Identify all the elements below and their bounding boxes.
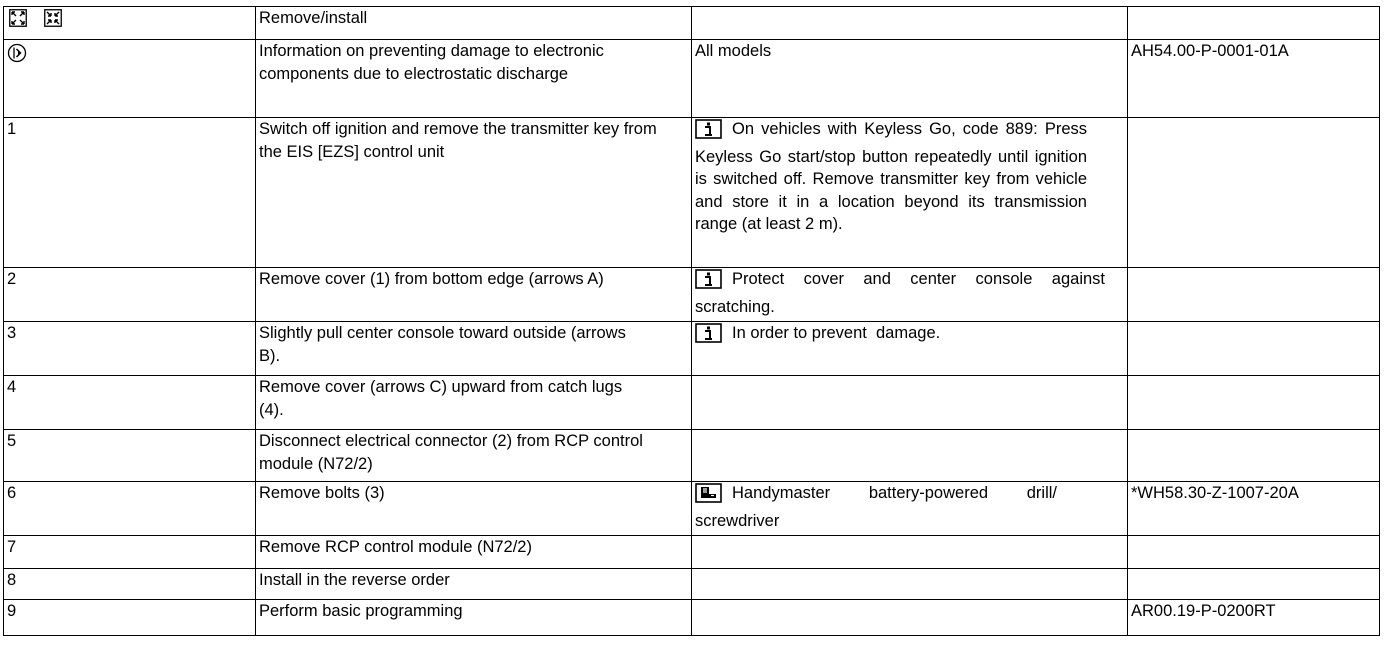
- table-header-row: [4, 7, 1380, 40]
- action-cell: Remove RCP control module (N72/2): [256, 536, 692, 569]
- action-cell: Information on preventing damage to electronic components due to electrostatic discharge: [256, 40, 692, 118]
- step-number: 3: [4, 322, 256, 376]
- header-empty-cell: [1128, 7, 1380, 40]
- header-icons-cell: [4, 7, 256, 40]
- note-cell: [692, 322, 1128, 376]
- reference-cell: [1128, 569, 1380, 600]
- table-row: [4, 376, 1380, 430]
- note-cell: [692, 118, 1128, 268]
- note-text: On vehicles with Keyless Go, code 889: Press Keyless Go start/stop button repeatedly until ignition is switched off. Remove transmitter key from vehicle and store it in a location beyond its transmission range (at least 2 m).: [695, 120, 1087, 233]
- reference-cell: [1128, 118, 1380, 268]
- action-cell: Perform basic programming: [256, 600, 692, 636]
- note-cell: [692, 536, 1128, 569]
- note-cell: [692, 268, 1128, 322]
- step-number: 5: [4, 430, 256, 482]
- reference-cell: [1128, 322, 1380, 376]
- note-cell: [692, 376, 1128, 430]
- step-number: 9: [4, 600, 256, 636]
- action-cell: Disconnect electrical connector (2) from RCP control module (N72/2): [256, 430, 692, 482]
- header-title: Remove/install: [256, 7, 692, 40]
- reference-link[interactable]: AH54.00-P-0001-01A: [1128, 40, 1380, 118]
- info-icon: [695, 119, 722, 146]
- step-number: 7: [4, 536, 256, 569]
- step-number: 1: [4, 118, 256, 268]
- step-cell: [4, 40, 256, 118]
- install-icon: [44, 9, 62, 27]
- reference-cell: [1128, 268, 1380, 322]
- remove-icon: [9, 9, 27, 27]
- reference-cell: [1128, 536, 1380, 569]
- action-cell: Remove bolts (3): [256, 482, 692, 536]
- info-icon: [695, 323, 722, 350]
- table-row: [4, 118, 1380, 268]
- reference-link[interactable]: AR00.19-P-0200RT: [1128, 600, 1380, 636]
- table-row: [4, 268, 1380, 322]
- table-row: [4, 40, 1380, 118]
- note-cell: All models: [692, 40, 1128, 118]
- table-row: [4, 536, 1380, 569]
- tool-icon: [695, 483, 722, 510]
- note-cell: [692, 430, 1128, 482]
- action-cell: Install in the reverse order: [256, 569, 692, 600]
- step-number: 6: [4, 482, 256, 536]
- info-icon: [695, 269, 722, 296]
- table-row: [4, 600, 1380, 636]
- note-text: Protect cover and center console against scratching.: [695, 270, 1105, 316]
- table-row: [4, 322, 1380, 376]
- note-text: In order to prevent damage.: [732, 324, 941, 342]
- note-text: Handymaster battery-powered drill/ screwdriver: [695, 484, 1057, 530]
- table-row: [4, 482, 1380, 536]
- reference-cell: [1128, 430, 1380, 482]
- procedure-table: [3, 6, 1380, 636]
- table-row: [4, 569, 1380, 600]
- action-cell: Remove cover (arrows C) upward from catch lugs (4).: [256, 376, 692, 430]
- reference-cell: [1128, 376, 1380, 430]
- header-empty-cell: [692, 7, 1128, 40]
- action-cell: Slightly pull center console toward outside (arrows B).: [256, 322, 692, 376]
- table-row: [4, 430, 1380, 482]
- action-cell: Remove cover (1) from bottom edge (arrows A): [256, 268, 692, 322]
- step-number: 8: [4, 569, 256, 600]
- step-number: 2: [4, 268, 256, 322]
- note-cell: [692, 569, 1128, 600]
- reference-link[interactable]: *WH58.30-Z-1007-20A: [1128, 482, 1380, 536]
- esd-icon: [7, 43, 27, 63]
- note-cell: [692, 600, 1128, 636]
- note-cell: [692, 482, 1128, 536]
- step-number: 4: [4, 376, 256, 430]
- action-cell: Switch off ignition and remove the transmitter key from the EIS [EZS] control unit: [256, 118, 692, 268]
